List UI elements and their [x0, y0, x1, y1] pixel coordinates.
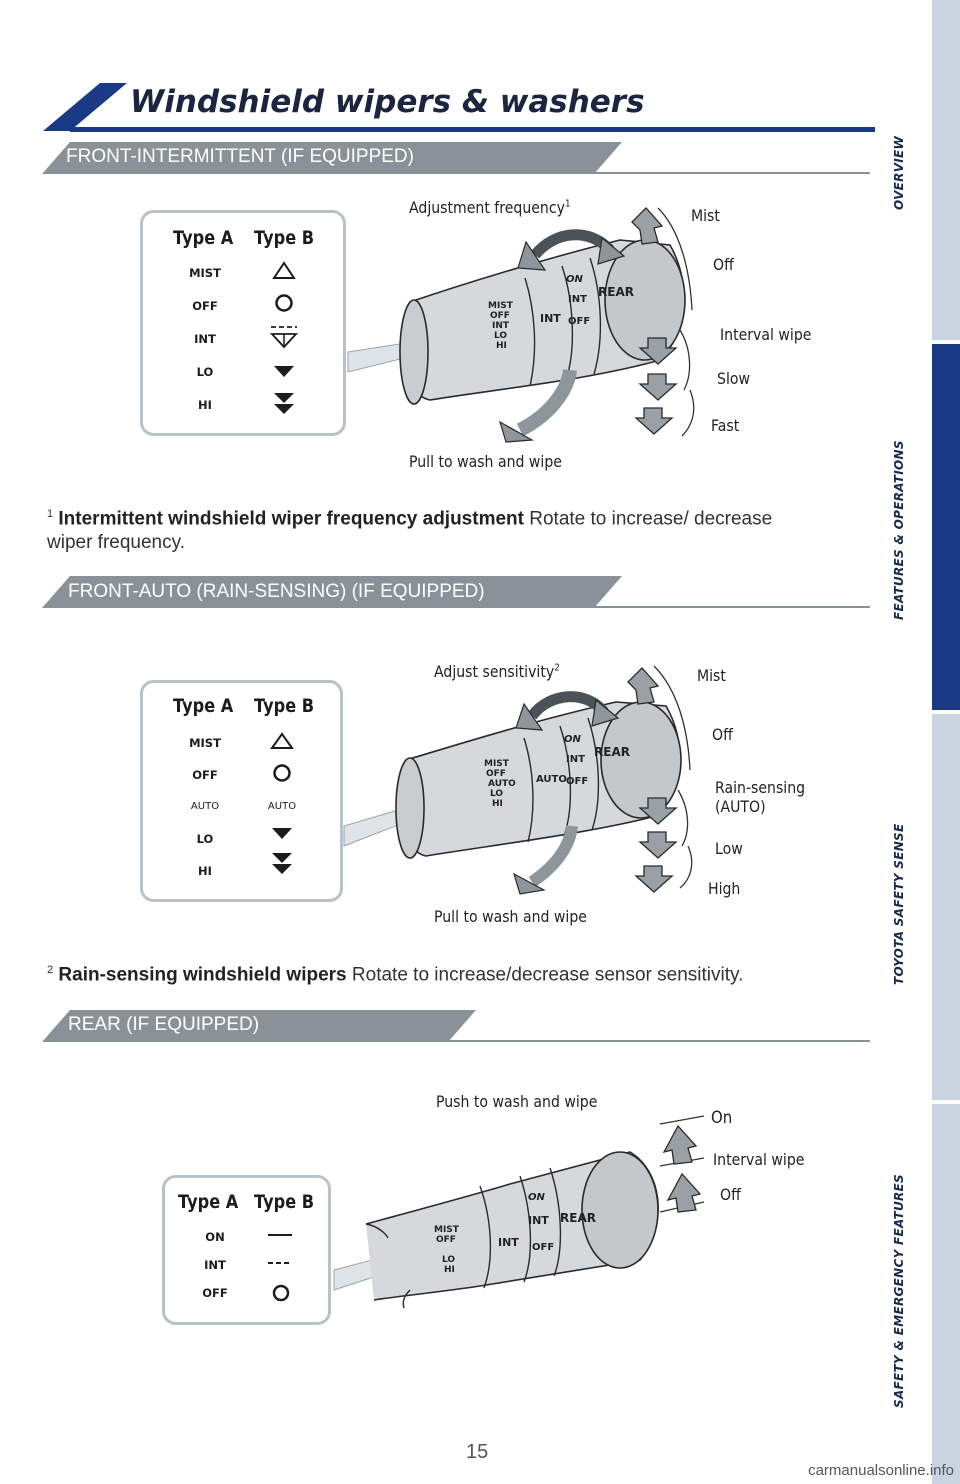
label-rain-sensing: Rain-sensing	[715, 778, 806, 797]
page-number: 15	[466, 1441, 489, 1463]
label-low: Low	[715, 839, 743, 858]
stalk-dial-text: MIST	[488, 301, 513, 311]
legend-type-b: Type B	[254, 1191, 315, 1213]
svg-text:REAR: REAR	[598, 285, 634, 299]
svg-text:HI: HI	[496, 341, 507, 351]
legend-b-auto: AUTO	[267, 801, 297, 812]
label-slow: Slow	[717, 369, 750, 388]
label-adjust-sensitivity: Adjust sensitivity$^2$	[434, 662, 560, 681]
svg-text:OFF: OFF	[566, 776, 589, 787]
legend-row-hi: HI	[198, 864, 212, 878]
legend-row-lo: LO	[196, 832, 214, 846]
wiper-stalk-rear-illustration	[330, 1100, 710, 1320]
legend-row-auto: AUTO	[190, 801, 220, 812]
label-interval-wipe: Interval wipe	[713, 1150, 805, 1169]
legend-type-b: Type B	[254, 227, 315, 249]
label-pull-to-wash: Pull to wash and wipe	[434, 907, 587, 926]
label-interval-wipe: Interval wipe	[720, 325, 812, 344]
section-heading-front-auto: FRONT-AUTO (RAIN-SENSING) (IF EQUIPPED)	[68, 581, 485, 602]
sidebar-label-features: FEATURES & OPERATIONS	[892, 440, 906, 620]
label-on: On	[711, 1108, 733, 1128]
label-mist: Mist	[697, 666, 726, 685]
legend-type-a: Type A	[173, 695, 234, 717]
svg-text:INT: INT	[528, 1214, 549, 1227]
legend-row-int: INT	[194, 332, 216, 346]
svg-text:LO: LO	[494, 331, 508, 341]
legend-row-on: ON	[205, 1230, 225, 1244]
legend-row-off: OFF	[192, 768, 218, 782]
page-title: Windshield wipers & washers	[130, 84, 645, 120]
legend-row-off: OFF	[192, 299, 218, 313]
label-push-to-wash: Push to wash and wipe	[436, 1092, 598, 1111]
label-off: Off	[712, 725, 733, 744]
sidebar-label-safety-sense: TOYOTA SAFETY SENSE	[892, 823, 906, 985]
svg-text:LO: LO	[490, 789, 504, 799]
svg-text:OFF: OFF	[490, 311, 510, 321]
watermark-text: carmanualsonline.info	[808, 1462, 954, 1479]
footnote-1: $^1$ Intermittent windshield wiper frequency adjustment Rotate to increase/ decrease wiper frequency.	[47, 508, 773, 554]
svg-text:INT: INT	[492, 321, 510, 331]
label-fast: Fast	[711, 416, 740, 435]
legend-type-a: Type A	[178, 1191, 239, 1213]
svg-text:REAR: REAR	[560, 1211, 596, 1225]
svg-text:ON: ON	[564, 734, 581, 745]
legend-row-hi: HI	[198, 398, 212, 412]
wiper-stalk-front-auto-illustration	[336, 660, 706, 900]
legend-type-b: Type B	[254, 695, 315, 717]
section-sidebar	[932, 0, 960, 1484]
svg-text:MIST: MIST	[434, 1225, 459, 1235]
svg-text:OFF: OFF	[568, 316, 591, 327]
label-pull-to-wash: Pull to wash and wipe	[409, 452, 562, 471]
svg-text:OFF: OFF	[436, 1235, 456, 1245]
sidebar-tab-emergency[interactable]	[932, 1104, 960, 1484]
svg-text:HI: HI	[444, 1265, 455, 1275]
sidebar-tab-features[interactable]	[932, 344, 960, 710]
svg-text:INT: INT	[540, 312, 561, 325]
section-heading-rear: REAR (IF EQUIPPED)	[68, 1014, 260, 1035]
label-high: High	[708, 879, 741, 898]
svg-text:INT: INT	[568, 294, 587, 305]
legend-type-a: Type A	[173, 227, 234, 249]
legend-row-off: OFF	[202, 1286, 228, 1300]
svg-text:REAR: REAR	[594, 745, 630, 759]
svg-text:INT: INT	[566, 754, 585, 765]
footnote-2: $^2$ Rain-sensing windshield wipers Rotate to increase/decrease sensor sensitivity.	[47, 964, 744, 986]
sidebar-tab-overview[interactable]	[932, 0, 960, 340]
label-off: Off	[720, 1185, 741, 1204]
svg-text:OFF: OFF	[486, 769, 506, 779]
svg-text:MIST: MIST	[484, 759, 509, 769]
svg-text:AUTO: AUTO	[488, 779, 516, 789]
sidebar-label-overview: OVERVIEW	[892, 135, 906, 210]
label-off: Off	[713, 255, 734, 274]
label-mist: Mist	[691, 206, 720, 225]
svg-text:ON: ON	[528, 1192, 545, 1203]
sidebar-tab-safety-sense[interactable]	[932, 714, 960, 1100]
label-rain-sensing-auto: (AUTO)	[715, 797, 766, 816]
section-heading-front-int: FRONT-INTERMITTENT (IF EQUIPPED)	[66, 146, 414, 167]
legend-row-mist: MIST	[189, 736, 221, 750]
legend-row-int: INT	[204, 1258, 226, 1272]
svg-text:HI: HI	[492, 799, 503, 809]
label-adjust-frequency: Adjustment frequency$^1$	[409, 198, 571, 217]
svg-text:LO: LO	[442, 1255, 456, 1265]
svg-text:AUTO: AUTO	[536, 774, 567, 785]
wiper-stalk-front-int-illustration	[340, 190, 710, 450]
sidebar-label-emergency: SAFETY & EMERGENCY FEATURES	[892, 1173, 906, 1408]
svg-text:INT: INT	[498, 1236, 519, 1249]
svg-text:OFF: OFF	[532, 1242, 555, 1253]
svg-text:ON: ON	[566, 274, 583, 285]
legend-row-lo: LO	[196, 365, 214, 379]
legend-row-mist: MIST	[189, 266, 221, 280]
